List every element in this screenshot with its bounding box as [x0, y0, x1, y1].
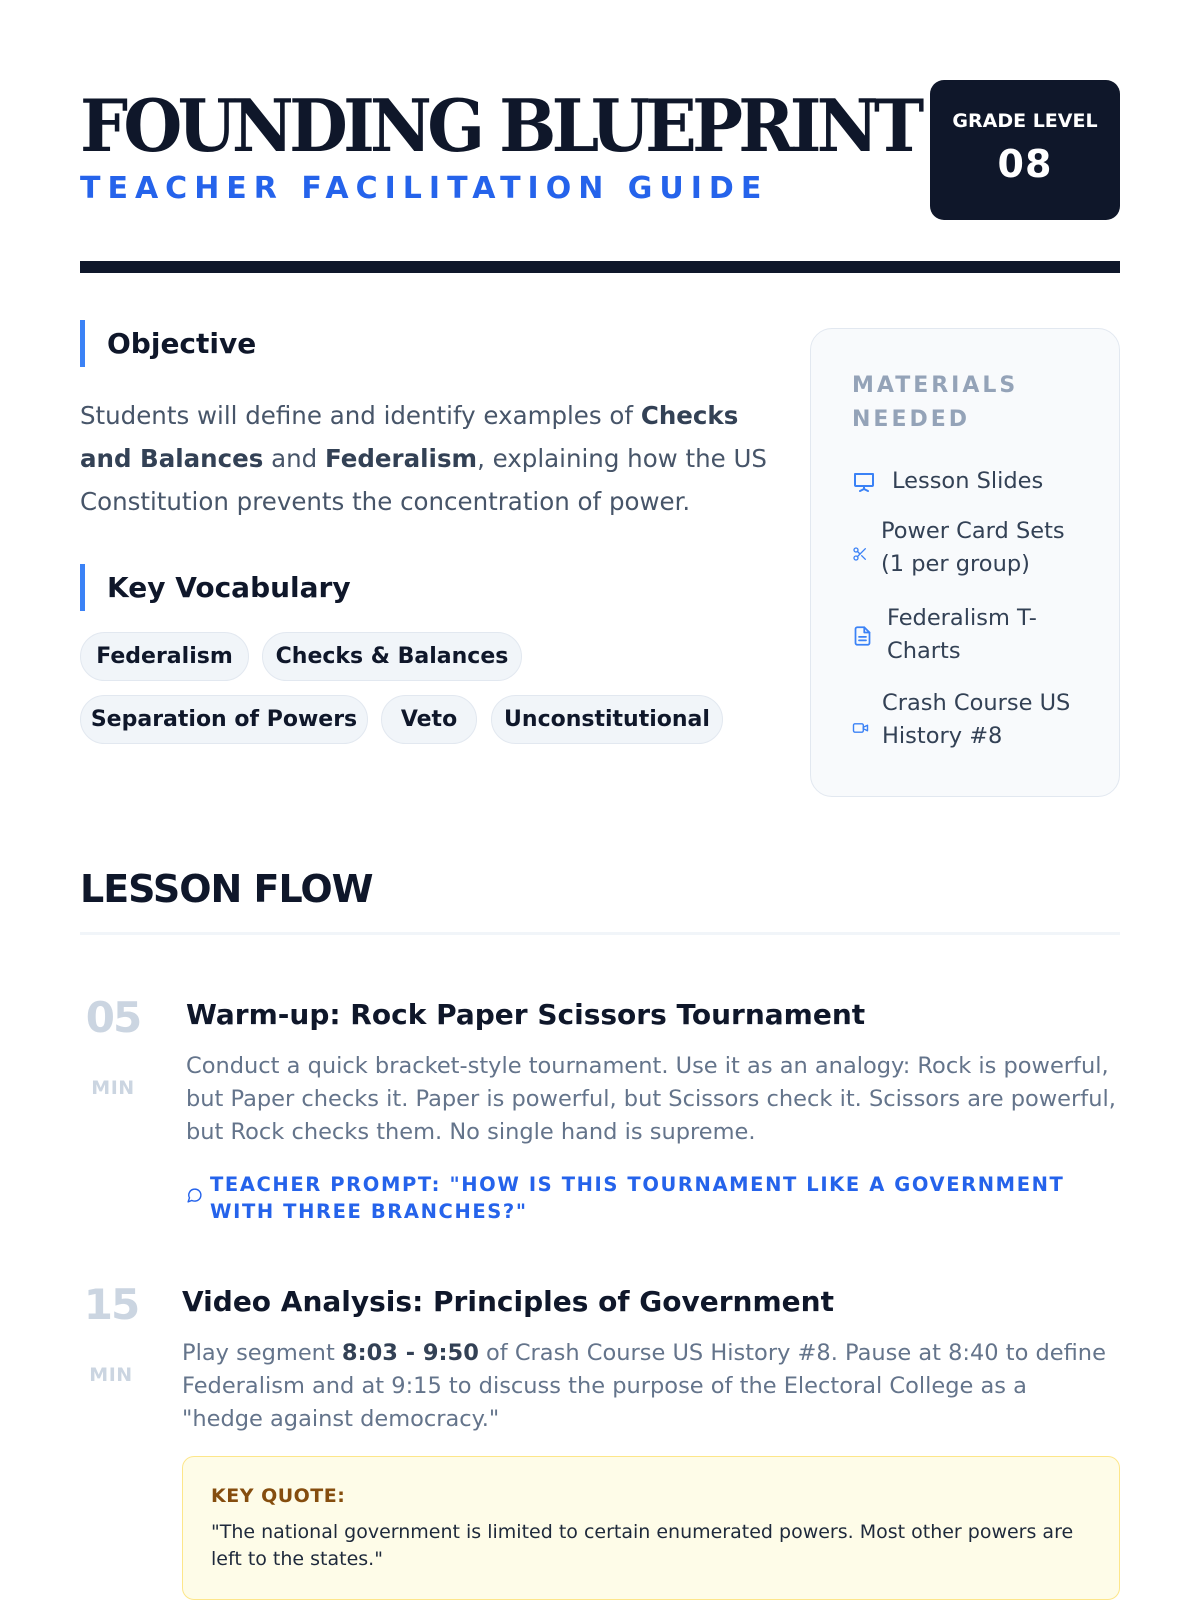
- key-quote-label: KEY QUOTE:: [211, 1485, 346, 1507]
- step-duration: 05: [85, 993, 141, 1042]
- objective-text: Students will define and identify examples of Checks and Balances and Federalism, explaining how the US Constitution prevents the concentration of power.: [80, 401, 767, 516]
- objective-heading: Objective: [80, 320, 256, 367]
- vocab-chip: Separation of Powers: [80, 695, 368, 744]
- material-item: Lesson Slides: [852, 465, 1092, 498]
- header-divider: [80, 261, 1120, 273]
- material-item: Crash Course US History #8: [852, 687, 1092, 753]
- step-description: Play segment 8:03 - 9:50 of Crash Course US History #8. Pause at 8:40 to define Federalism and at 9:15 to discuss the purpose of the Electoral College as a "hedge against democracy.": [182, 1340, 1106, 1432]
- step-title: Warm-up: Rock Paper Scissors Tournament: [186, 998, 866, 1031]
- key-quote-box: [182, 1456, 1120, 1600]
- teacher-prompt-text: TEACHER PROMPT: "HOW IS THIS TOURNAMENT LIKE A GOVERNMENT WITH THREE BRANCHES?": [210, 1173, 1065, 1223]
- vocab-chip: Unconstitutional: [491, 695, 723, 744]
- vocab-chip: Checks & Balances: [262, 632, 522, 681]
- scissors-icon: [852, 539, 868, 572]
- presentation-icon: [852, 470, 876, 504]
- key-quote-text: "The national government is limited to certain enumerated powers. Most other powers are left to the states.": [211, 1521, 1074, 1570]
- material-item: Power Card Sets (1 per group): [852, 515, 1092, 581]
- video-icon: [852, 712, 869, 745]
- material-item: Federalism T-Charts: [852, 602, 1092, 668]
- page-title: FOUNDING BLUEPRINT: [80, 83, 920, 168]
- lesson-flow-title: LESSON FLOW: [80, 867, 373, 911]
- step-description: Conduct a quick bracket-style tournament. Use it as an analogy: Rock is powerful, but Paper checks it. Paper is powerful, but Scissors check it. Scissors are powerful, but Rock checks them. No single hand is supreme.: [186, 1053, 1116, 1145]
- vocab-chip: Federalism: [80, 632, 249, 681]
- grade-level-badge: [930, 80, 1120, 220]
- step-duration: 15: [83, 1280, 139, 1329]
- step-duration-unit: MIN: [89, 1364, 133, 1386]
- vocabulary-heading: Key Vocabulary: [80, 564, 351, 611]
- lesson-flow-divider: [80, 932, 1120, 935]
- materials-title: MATERIALS NEEDED: [852, 373, 1019, 432]
- step-duration-unit: MIN: [91, 1077, 135, 1099]
- page-subtitle: TEACHER FACILITATION GUIDE: [80, 171, 769, 206]
- document-icon: [852, 624, 873, 657]
- page-header: [80, 80, 1120, 220]
- speech-bubble-icon: [186, 1187, 203, 1208]
- grade-level-label: GRADE LEVEL: [952, 110, 1098, 132]
- grade-level-value: 08: [997, 142, 1053, 186]
- vocab-chip: Veto: [381, 695, 477, 744]
- materials-panel: [810, 328, 1120, 797]
- step-title: Video Analysis: Principles of Government: [182, 1285, 834, 1318]
